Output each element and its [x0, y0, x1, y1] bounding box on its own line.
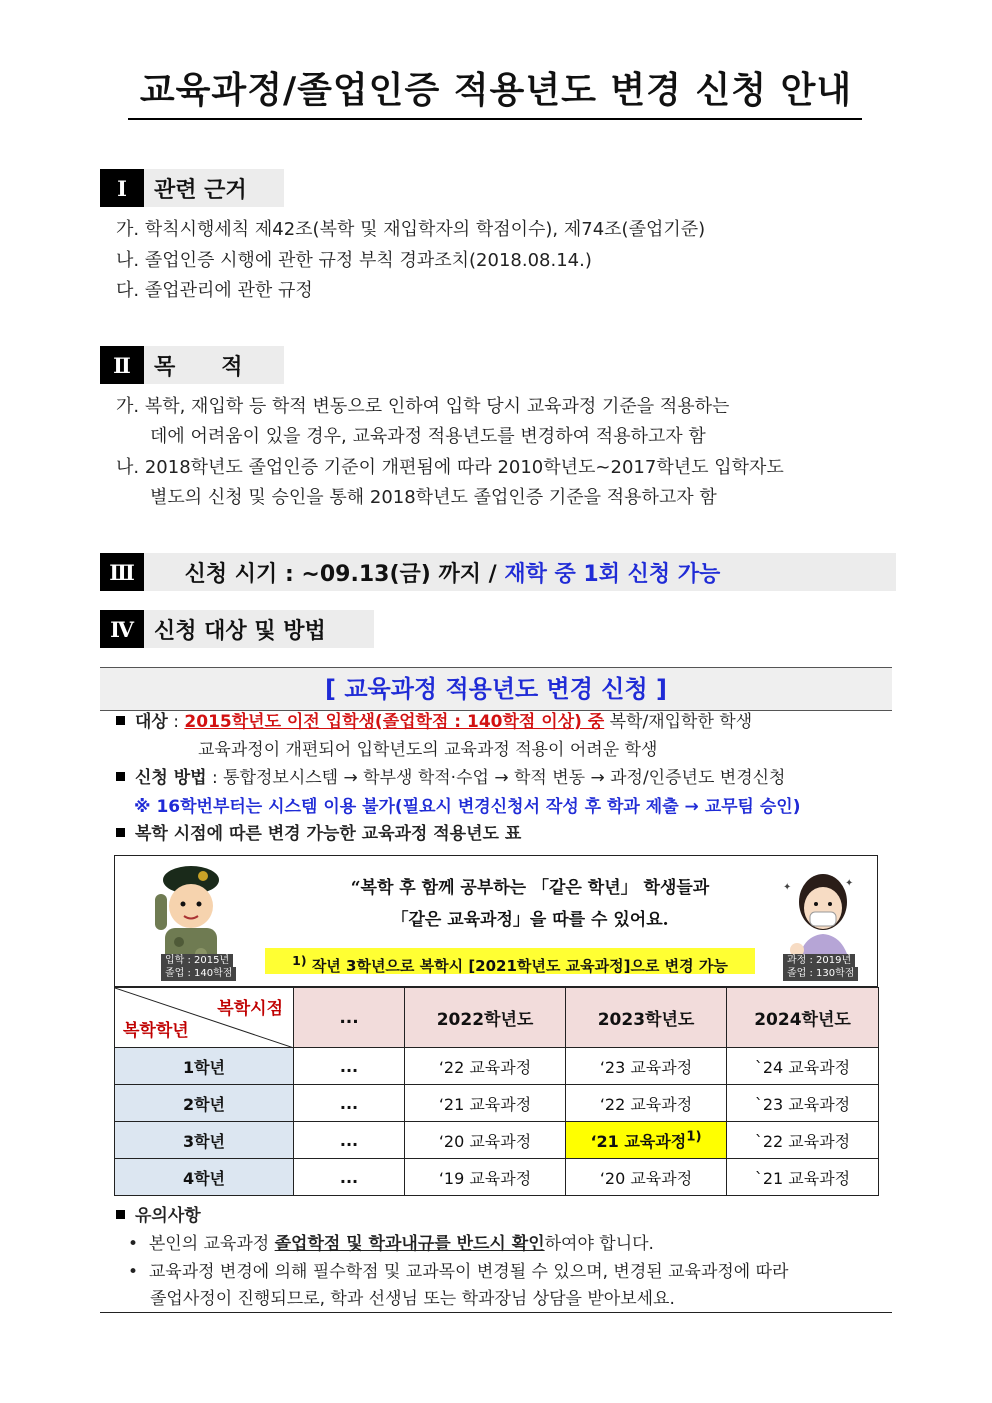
target-line [116, 708, 752, 736]
table-cell: ... [294, 1048, 405, 1085]
table-cell: ‘19 교육과정 [405, 1159, 566, 1196]
square-bullet-icon [116, 716, 125, 725]
row-header: 1학년 [115, 1048, 294, 1085]
note-bullet: • [128, 1262, 139, 1282]
table-cell: ‘20 교육과정 [566, 1159, 727, 1196]
quote-line-2: 「같은 교육과정」을 따를 수 있어요. [391, 910, 669, 930]
quote-line-1: “복학 후 함께 공부하는 「같은 학년」 학생들과 [350, 878, 710, 898]
box-title: [ 교육과정 적용년도 변경 신청 ] [100, 667, 892, 711]
note-1-bold: 졸업학점 및 학과내규를 반드시 확인 [274, 1234, 545, 1254]
method-text: : 통합정보시스템 → 학부생 학적·수업 → 학적 변동 → 과정/인증년도 변경신청 [206, 768, 786, 788]
table-cell: `22 교육과정 [727, 1122, 879, 1159]
section-4-number: Ⅳ [100, 610, 144, 648]
purpose-item-2-cont: 별도의 신청 및 승인을 통해 2018학년도 졸업인증 기준을 적용하고자 함 [150, 487, 717, 508]
table-cell: `21 교육과정 [727, 1159, 879, 1196]
svg-text:✦: ✦ [845, 878, 854, 889]
table-corner-cell [115, 988, 294, 1048]
table-heading-line [116, 820, 521, 848]
note-item-2-cont: 졸업사정이 진행되므로, 학과 선생님 또는 학과장님 상담을 받아보세요. [150, 1289, 675, 1309]
table-row [115, 1085, 879, 1122]
note-sup: 1) [292, 953, 307, 968]
column-header: 2022학년도 [405, 988, 566, 1048]
table-cell: ‘22 교육과정 [566, 1085, 727, 1122]
table-heading: 복학 시점에 따른 변경 가능한 교육과정 적용년도 표 [135, 824, 522, 844]
section-4-title: 신청 대상 및 방법 [154, 618, 326, 644]
row-header: 4학년 [115, 1159, 294, 1196]
target-line-2: 교육과정이 개편되어 입학년도의 교육과정 적용이 어려운 학생 [198, 740, 658, 760]
section-3-title: 신청 시기 : ~09.13(금) 까지 / [184, 561, 505, 587]
square-bullet-icon [116, 828, 125, 837]
table-cell: ... [294, 1159, 405, 1196]
table-header-row [115, 988, 879, 1048]
title-underline [128, 118, 862, 120]
highlighted-cell-sup: 1) [686, 1129, 702, 1145]
basis-item-1: 가. 학칙시행세칙 제42조(복학 및 재입학자의 학점이수), 제74조(졸업기준) [116, 219, 706, 240]
table-cell: ... [294, 1085, 405, 1122]
table-cell: ‘21 교육과정 [405, 1085, 566, 1122]
note-item-2 [128, 1258, 788, 1286]
illustration-note [265, 948, 755, 974]
table-cell: ‘22 교육과정 [405, 1048, 566, 1085]
section-2-header [100, 346, 284, 384]
table-row [115, 1159, 879, 1196]
page-title: 교육과정/졸업인증 적용년도 변경 신청 안내 [139, 70, 853, 111]
illustration-quote [295, 872, 765, 936]
bottom-rule [100, 1312, 892, 1313]
note-item-1 [128, 1230, 654, 1258]
highlighted-cell [566, 1122, 727, 1159]
svg-text:✦: ✦ [783, 882, 792, 893]
table-cell: `24 교육과정 [727, 1048, 879, 1085]
table-cell: `23 교육과정 [727, 1085, 879, 1122]
method-line [116, 764, 785, 792]
notes-heading-line [116, 1202, 201, 1230]
table-row [115, 1048, 879, 1085]
target-sep: : [167, 712, 185, 732]
method-note: ※ 16학번부터는 시스템 이용 불가(필요시 변경신청서 작성 후 학과 제출 → 교무팀 승인) [134, 797, 801, 817]
section-2-title: 목 적 [154, 354, 243, 380]
note-1-pre: 본인의 교육과정 [148, 1234, 275, 1254]
right-tag-1: 과정 : 2019년 [783, 954, 855, 968]
section-4-header [100, 610, 374, 648]
purpose-item-1: 가. 복학, 재입학 등 학적 변동으로 인하여 입학 당시 교육과정 기준을 적용하는 [116, 396, 730, 417]
target-highlight: 2015학년도 이전 입학생(졸업학점 : 140학점 이상) 중 [184, 712, 605, 732]
table-cell: ... [294, 1122, 405, 1159]
column-header: 2023학년도 [566, 988, 727, 1048]
row-header: 2학년 [115, 1085, 294, 1122]
method-label: 신청 방법 [135, 768, 207, 788]
left-tag-1: 입학 : 2015년 [161, 954, 233, 968]
section-1-number: Ⅰ [100, 169, 144, 207]
target-label: 대상 [135, 712, 168, 732]
section-2-number: Ⅱ [100, 346, 144, 384]
corner-label-return-time: 복학시점 [217, 999, 283, 1019]
table-cell: ‘20 교육과정 [405, 1122, 566, 1159]
notes-heading: 유의사항 [135, 1206, 201, 1226]
note-bullet: • [128, 1234, 139, 1254]
corner-label-return-grade: 복학학년 [123, 1021, 189, 1041]
section-3-header [100, 553, 896, 591]
table-row [115, 1122, 879, 1159]
section-1-header [100, 169, 284, 207]
square-bullet-icon [116, 1210, 125, 1219]
purpose-item-1-cont: 데에 어려움이 있을 경우, 교육과정 적용년도를 변경하여 적용하고자 함 [150, 426, 706, 447]
section-1-title: 관련 근거 [154, 177, 247, 203]
illustration-box [114, 855, 878, 987]
section-3-number: Ⅲ [100, 553, 144, 591]
note-2-text: 교육과정 변경에 의해 필수학점 및 교과목이 변경될 수 있으며, 변경된 교육과정에 따라 [148, 1262, 789, 1282]
section-3-limit: 재학 중 1회 신청 가능 [504, 561, 721, 587]
table-cell: ‘23 교육과정 [566, 1048, 727, 1085]
left-tag-2: 졸업 : 140학점 [161, 967, 236, 981]
basis-item-2: 나. 졸업인증 시행에 관한 규정 부칙 경과조치(2018.08.14.) [116, 250, 592, 271]
row-header: 3학년 [115, 1122, 294, 1159]
right-tag-2: 졸업 : 130학점 [783, 967, 858, 981]
column-header: 2024학년도 [727, 988, 879, 1048]
square-bullet-icon [116, 772, 125, 781]
target-rest: 복학/재입학한 학생 [604, 712, 753, 732]
curriculum-table [114, 987, 879, 1196]
note-1-post: 하여야 합니다. [544, 1234, 654, 1254]
purpose-item-2: 나. 2018학년도 졸업인증 기준이 개편됨에 따라 2010학년도~2017학년도 입학자도 [116, 457, 784, 478]
highlighted-cell-text: ‘21 교육과정 [590, 1131, 687, 1151]
column-header: ... [294, 988, 405, 1048]
basis-item-3: 다. 졸업관리에 관한 규정 [116, 280, 313, 301]
note-text: 작년 3학년으로 복학시 [2021학년도 교육과정]으로 변경 가능 [306, 957, 728, 975]
